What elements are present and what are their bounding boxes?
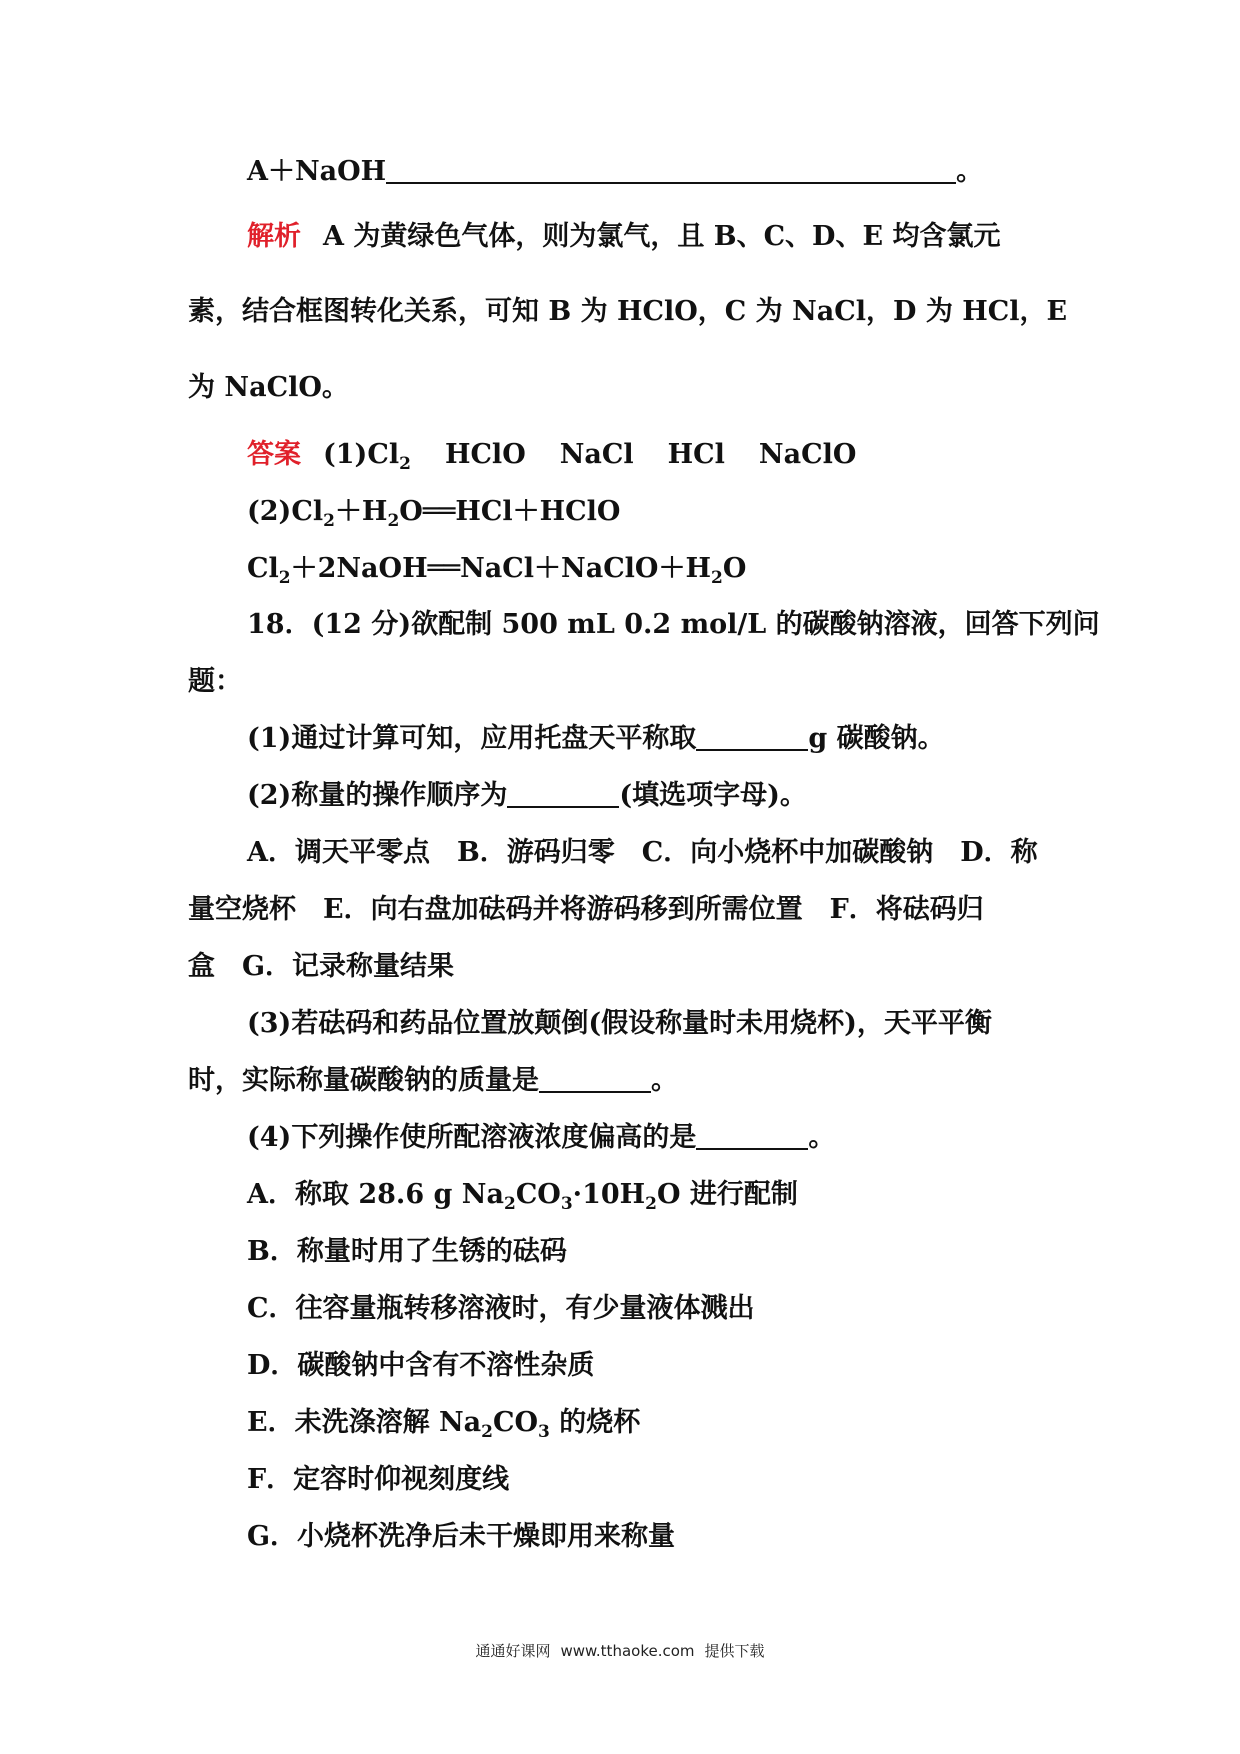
page-footer xyxy=(0,1640,1240,1661)
option-e xyxy=(247,1405,640,1441)
option-text: O 进行配制 xyxy=(657,1179,798,1210)
option-text: 的烧杯 xyxy=(549,1407,641,1438)
question-text: 题： xyxy=(188,666,242,697)
question-text: (填选项字母)。 xyxy=(619,780,807,811)
subscript: 3 xyxy=(538,1422,550,1442)
option-text: ·10H xyxy=(572,1179,646,1210)
footer-site-name: 通通好课网 xyxy=(475,1642,551,1660)
answer-part: HClO xyxy=(444,439,526,470)
option-text: G．小烧杯洗净后未干燥即用来称量 xyxy=(247,1521,676,1552)
subscript: 2 xyxy=(399,454,411,474)
answer-label: 答案 xyxy=(247,439,301,470)
footer-url[interactable]: www.tthaoke.com xyxy=(560,1642,695,1660)
option-text: CO xyxy=(515,1179,561,1210)
analysis-text-1: A 为黄绿色气体，则为氯气，且 B、C、D、E 均含氯元 xyxy=(323,221,1001,252)
option-c xyxy=(247,1291,755,1327)
question-18-line-2 xyxy=(188,664,242,700)
answer-part: (1)Cl xyxy=(323,439,400,470)
option-text: F．定容时仰视刻度线 xyxy=(247,1464,510,1495)
options-line-2 xyxy=(188,892,984,928)
options-text: 盒 G．记录称量结果 xyxy=(188,951,455,982)
sub-question-2 xyxy=(247,778,807,814)
option-d xyxy=(247,1348,594,1384)
subscript: 2 xyxy=(323,511,335,531)
answer-equation-1 xyxy=(247,494,620,530)
sub-question-3-line-1 xyxy=(247,1006,992,1042)
sub-question-3-line-2 xyxy=(188,1063,678,1099)
analysis-line-1 xyxy=(247,219,1000,255)
subscript: 3 xyxy=(560,1194,573,1214)
analysis-line-3 xyxy=(188,370,349,406)
answer-blank xyxy=(539,1065,651,1093)
answer-blank xyxy=(696,1122,808,1150)
analysis-label: 解析 xyxy=(247,221,301,252)
footer-note: 提供下载 xyxy=(704,1642,765,1660)
option-text: B．称量时用了生锈的砝码 xyxy=(247,1236,567,1267)
answer-equation-2 xyxy=(247,551,746,587)
option-g xyxy=(247,1519,675,1555)
answer-blank xyxy=(386,156,956,184)
equation-part: ＋2NaOH══NaCl＋NaClO＋H xyxy=(290,553,711,584)
answer-blank xyxy=(696,723,808,751)
equation-part: Cl xyxy=(247,553,279,584)
options-line-1 xyxy=(247,835,1038,871)
option-text: D．碳酸钠中含有不溶性杂质 xyxy=(247,1350,595,1381)
subscript: 2 xyxy=(710,568,723,588)
period: 。 xyxy=(956,156,984,187)
options-text: 量空烧杯 E．向右盘加砝码并将游码移到所需位置 F．将砝码归 xyxy=(188,894,984,925)
options-line-3 xyxy=(188,949,454,985)
question-text: (2)称量的操作顺序为 xyxy=(247,780,508,811)
question-text: 。 xyxy=(808,1122,836,1153)
option-b xyxy=(247,1234,567,1270)
question-text: 时，实际称量碳酸钠的质量是 xyxy=(188,1065,539,1096)
equation-prefix: A＋NaOH xyxy=(247,156,387,187)
equation-part: O xyxy=(722,553,747,584)
answer-part: HCl xyxy=(667,439,725,470)
equation-part: ＋H xyxy=(334,496,388,527)
analysis-text-2: 素，结合框图转化关系，可知 B 为 HClO，C 为 NaCl，D 为 HCl，E xyxy=(188,296,1068,327)
question-text: 。 xyxy=(651,1065,678,1096)
question-text: (1)通过计算可知，应用托盘天平称取 xyxy=(247,723,697,754)
subscript: 2 xyxy=(387,511,400,531)
option-text: A．称取 28.6 g Na xyxy=(247,1179,504,1210)
equation-part: O══HCl＋HClO xyxy=(399,496,621,527)
option-text: E．未洗涤溶解 Na xyxy=(247,1407,482,1438)
option-text: C．往容量瓶转移溶液时，有少量液体溅出 xyxy=(247,1293,755,1324)
subscript: 2 xyxy=(645,1194,657,1214)
option-a xyxy=(247,1177,798,1213)
subscript: 2 xyxy=(503,1194,516,1214)
naoh-equation-line xyxy=(247,154,983,190)
question-text: (3)若砝码和药品位置放颠倒(假设称量时未用烧杯)，天平平衡 xyxy=(247,1008,992,1039)
options-text: A．调天平零点 B．游码归零 C．向小烧杯中加碳酸钠 D．称 xyxy=(247,837,1038,868)
question-text: (4)下列操作使所配溶液浓度偏高的是 xyxy=(247,1122,697,1153)
subscript: 2 xyxy=(278,568,291,588)
analysis-text-3: 为 NaClO。 xyxy=(188,372,349,403)
answer-line-1 xyxy=(247,437,856,473)
sub-question-1 xyxy=(247,721,945,757)
equation-part: (2)Cl xyxy=(247,496,324,527)
answer-part: NaCl xyxy=(559,439,634,470)
subscript: 2 xyxy=(481,1422,493,1442)
sub-question-4 xyxy=(247,1120,835,1156)
question-text: g 碳酸钠。 xyxy=(808,723,945,754)
analysis-line-2 xyxy=(188,294,1067,330)
answer-part: NaClO xyxy=(758,439,857,470)
option-f xyxy=(247,1462,509,1498)
option-text: CO xyxy=(493,1407,539,1438)
answer-blank xyxy=(507,780,619,808)
question-18-line-1 xyxy=(247,607,1100,643)
question-text: 18．(12 分)欲配制 500 mL 0.2 mol/L 的碳酸钠溶液，回答下列问 xyxy=(247,609,1100,640)
